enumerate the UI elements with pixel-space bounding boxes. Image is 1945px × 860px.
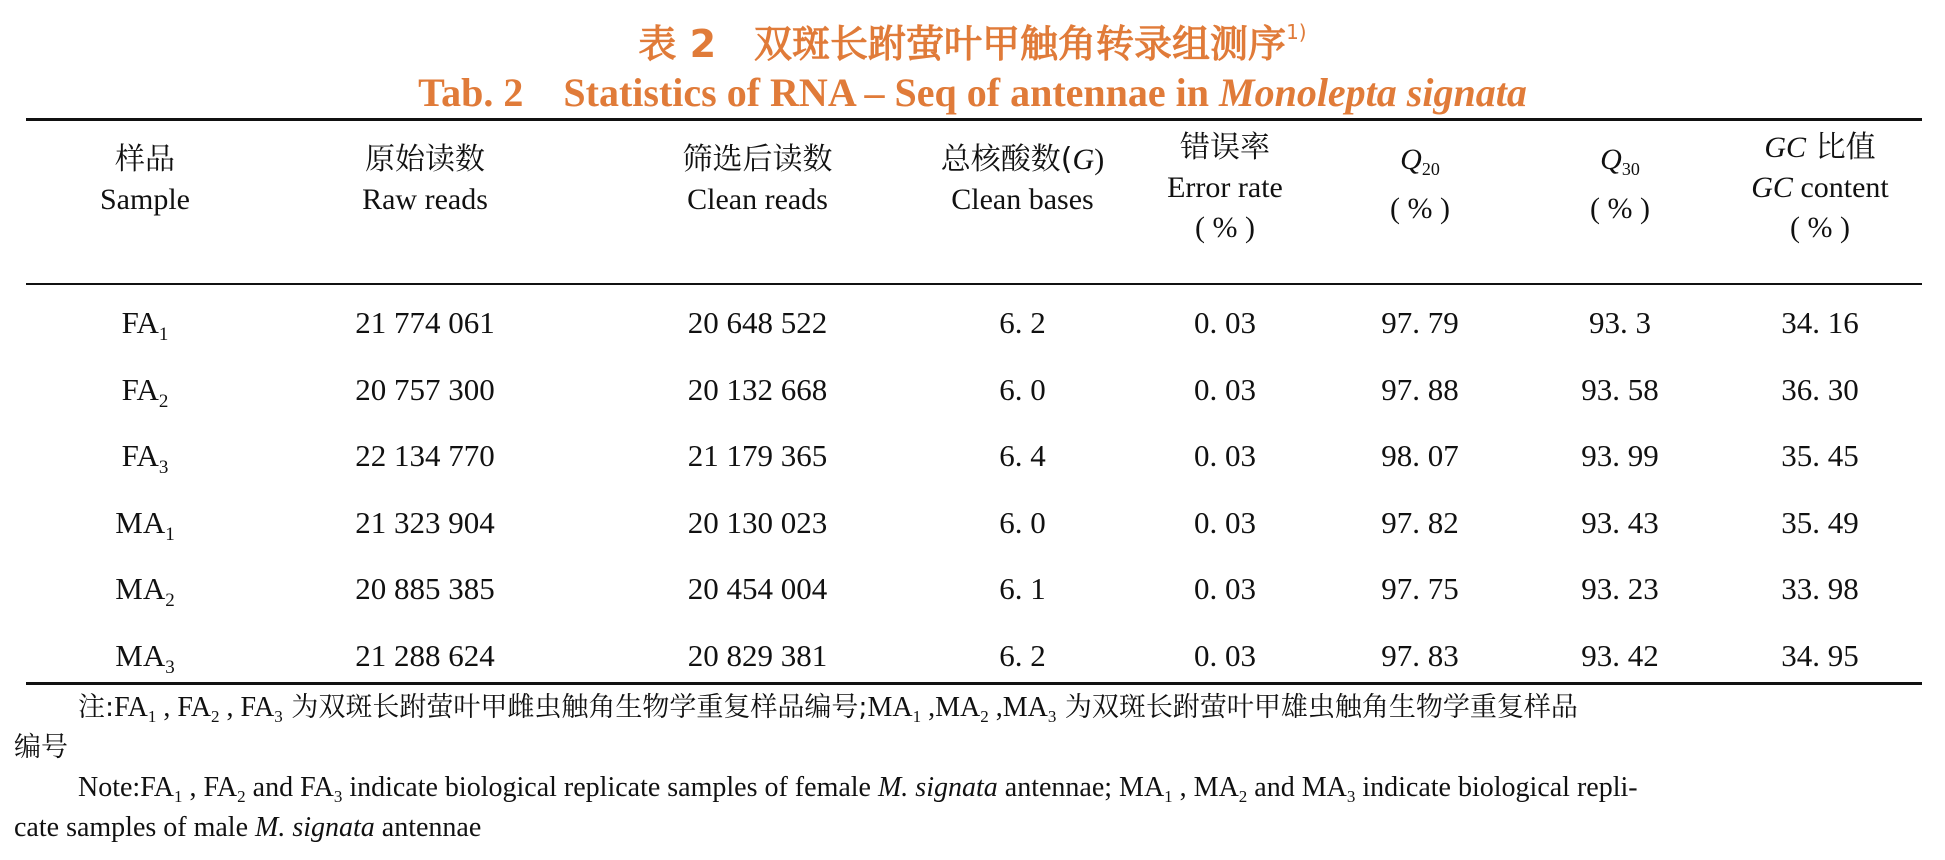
cell-sample: $MA_2$ [115,571,175,611]
cell-clean-bases: 6. 0 [999,504,1046,540]
cell-raw-reads: 20 757 300 [355,371,495,407]
cell-clean-bases: 6. 4 [999,438,1046,473]
header-gc-content: GC 比值 GC content ( % ) [1751,130,1889,244]
note-english-line-2: cate samples of male M. signata antennae [14,812,482,843]
table-row [0,556,1945,622]
cell-q30: 93. 23 [1581,571,1659,606]
table-bottom-rule [26,682,1922,685]
header-q20: $Q_{20}$ ( % ) [1390,143,1450,225]
cell-raw-reads: 22 134 770 [355,438,495,473]
header-raw-reads: 原始读数 Raw reads [362,142,488,216]
table-row [0,357,1945,423]
cell-sample: $FA_3$ [121,438,169,478]
cell-error-rate: 0. 03 [1194,438,1256,473]
cell-clean-reads: 20 829 381 [687,637,828,673]
cell-clean-reads: 20 130 023 [687,504,828,540]
cell-q30: 93. 58 [1581,371,1659,407]
cell-q20: 97. 75 [1381,571,1459,606]
cell-gc-content: 35. 49 [1781,504,1859,540]
cell-clean-reads: 20 454 004 [687,571,828,606]
cell-q20: 98. 07 [1381,438,1459,473]
header-clean-bases: 总核酸数(G) Clean bases [940,142,1105,216]
cell-clean-bases: 6. 1 [999,571,1046,606]
cell-gc-content: 34. 95 [1781,637,1859,673]
cell-q20: 97. 83 [1381,637,1459,673]
note-chinese-line-1: 注$:FA_1$ , $FA_2$ , $FA_3$ 为双斑长跗萤叶甲雌虫触角生物学重复样品编号$;MA_1$ $,MA_2$ $,MA_3$ 为双斑长跗萤叶甲雄虫触角生物学重复样品 [78,692,1578,726]
title-species-name: Monolepta signata [1219,70,1527,115]
table-row [0,490,1945,556]
table-title-english: Tab. 2 Statistics of RNA – Seq of antennae in Monolepta signata [418,70,1527,115]
note-chinese-line-2: 编号 [14,732,68,763]
cell-error-rate: 0. 03 [1194,571,1256,606]
cell-q30: 93. 3 [1589,305,1651,340]
cell-gc-content: 35. 45 [1781,438,1859,473]
cell-sample: $FA_1$ [121,305,169,345]
cell-q20: 97. 82 [1381,504,1459,540]
table-row [0,423,1945,489]
header-sample: 样品 Sample [100,142,190,216]
table-row [0,290,1945,356]
cell-sample: $MA_1$ [115,504,175,545]
cell-raw-reads: 20 885 385 [355,571,495,606]
cell-clean-reads: 20 648 522 [687,305,828,340]
table-header-rule [26,283,1922,285]
header-q30: $Q_{30}$ ( % ) [1590,143,1650,225]
note-english-line-1: $Note:FA_1$ , $FA_2$ and $FA_3$ indicate biological replicate samples of female M. signata antennae; $MA_1$ , $MA_2$ and $MA_3$ indicate biological repli- [78,772,1638,806]
cell-clean-bases: 6. 2 [999,637,1046,673]
table-top-rule [26,118,1922,121]
header-clean-reads: 筛选后读数 Clean reads [682,142,833,216]
title-footnote-mark: 1) [1286,20,1307,44]
cell-error-rate: 0. 03 [1194,371,1256,407]
cell-raw-reads: 21 288 624 [355,637,495,673]
cell-clean-reads: 21 179 365 [687,438,828,473]
table-row [0,623,1945,689]
cell-sample: $MA_3$ [115,637,175,678]
cell-gc-content: 36. 30 [1781,371,1859,407]
cell-error-rate: 0. 03 [1194,504,1256,540]
cell-sample: $FA_2$ [121,371,169,412]
cell-clean-bases: 6. 2 [999,305,1046,340]
cell-raw-reads: 21 323 904 [355,504,495,540]
cell-clean-reads: 20 132 668 [687,371,828,407]
cell-error-rate: 0. 03 [1194,305,1256,340]
cell-raw-reads: 21 774 061 [355,305,495,340]
cell-error-rate: 0. 03 [1194,637,1256,673]
cell-q20: 97. 79 [1381,305,1459,340]
table-title-chinese: 表 2 双斑长跗萤叶甲触角转录组测序$^{1)}$ [638,20,1307,66]
header-error-rate: 错误率 Error rate ( % ) [1167,130,1283,244]
cell-q30: 93. 43 [1581,504,1659,540]
cell-q20: 97. 88 [1381,371,1459,407]
cell-clean-bases: 6. 0 [999,371,1046,407]
cell-q30: 93. 99 [1581,438,1659,473]
cell-gc-content: 33. 98 [1781,571,1859,606]
cell-q30: 93. 42 [1581,637,1659,673]
cell-gc-content: 34. 16 [1781,305,1859,340]
